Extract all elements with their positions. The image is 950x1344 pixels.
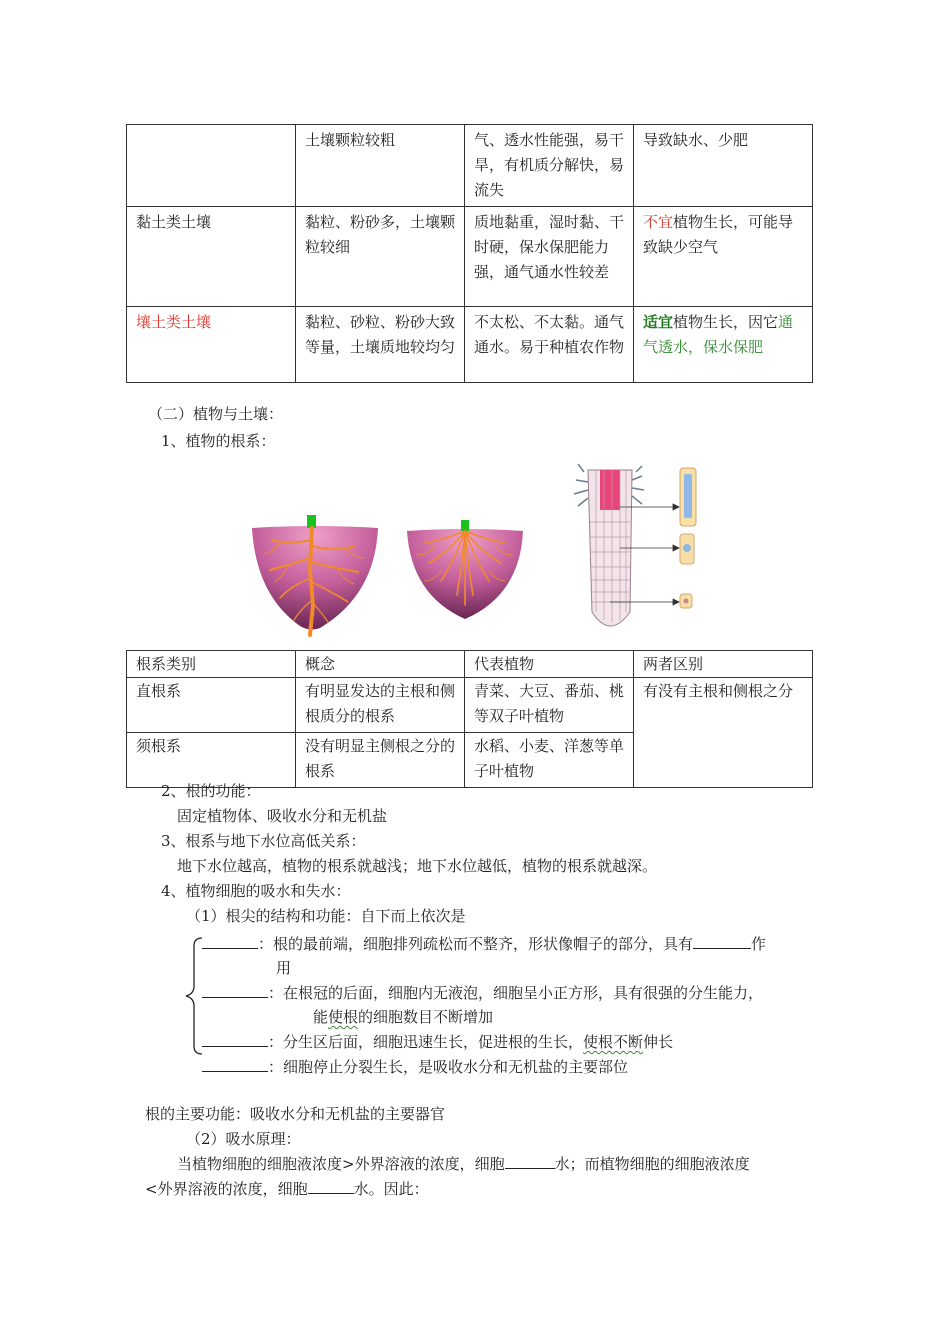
meristem-line: ：在根冠的后面，细胞内无液泡，细胞呈小正方形，具有很强的分生能力， bbox=[202, 982, 763, 1004]
table-cell: 黏粒、砂粒、粉砂大致等量，土壤质地较均匀 bbox=[296, 307, 465, 383]
column-header: 概念 bbox=[296, 651, 465, 678]
table-cell: 黏土类土壤 bbox=[127, 207, 296, 307]
answer-blank[interactable] bbox=[202, 933, 258, 949]
table-row bbox=[127, 307, 813, 383]
table-cell: 青菜、大豆、番茄、桃等双子叶植物 bbox=[465, 678, 634, 733]
section-heading: （二）植物与土壤： bbox=[148, 405, 284, 423]
answer-blank[interactable] bbox=[202, 982, 268, 998]
column-header: 两者区别 bbox=[634, 651, 813, 678]
sub-heading: （2）吸水原理： bbox=[186, 1130, 301, 1148]
table-cell: 直根系 bbox=[127, 678, 296, 733]
maturation-line: ：细胞停止分裂生长，是吸收水分和无机盐的主要部位 bbox=[202, 1056, 628, 1078]
table-cell: 气、透水性能强，易干旱，有机质分解快，易流失 bbox=[465, 125, 634, 207]
root-cap-line-cont: 用 bbox=[276, 959, 292, 977]
cell-text: 植物生长，因它 bbox=[673, 313, 779, 331]
table-cell: 不太松、不太黏。通气通水。易于种植农作物 bbox=[465, 307, 634, 383]
table-cell: 水稻、小麦、洋葱等单子叶植物 bbox=[465, 733, 634, 788]
table-row bbox=[127, 678, 813, 733]
column-header: 根系类别 bbox=[127, 651, 296, 678]
item-title: 1、植物的根系： bbox=[161, 432, 276, 450]
suitable-label: 适宜 bbox=[643, 313, 674, 331]
root-system-table bbox=[126, 650, 813, 788]
cell-text: 植物生长，可能导致缺少空气 bbox=[643, 213, 794, 256]
item-text: 地下水位越高，植物的根系就越浅；地下水位越低，植物的根系就越深。 bbox=[177, 857, 658, 875]
table-cell: 质地黏重，湿时黏、干时硬，保水保肥能力强，通气通水性较差 bbox=[465, 207, 634, 307]
answer-blank[interactable] bbox=[308, 1178, 354, 1194]
root-tip-structure-diagram bbox=[570, 462, 710, 637]
fibrous-root-illustration bbox=[405, 515, 525, 625]
item-title: 3、根系与地下水位高低关系： bbox=[161, 832, 366, 850]
meristem-line-cont: 能使根的细胞数目不断增加 bbox=[313, 1008, 494, 1026]
soil-table bbox=[126, 124, 813, 383]
table-cell bbox=[634, 307, 813, 383]
loam-soil-label: 壤土类土壤 bbox=[136, 313, 212, 331]
curly-brace-icon bbox=[184, 936, 204, 1056]
answer-blank[interactable] bbox=[202, 1056, 268, 1072]
taproot-illustration bbox=[250, 510, 380, 640]
item-title: 2、根的功能： bbox=[161, 782, 261, 800]
main-function-text: 根的主要功能：吸收水分和无机盐的主要器官 bbox=[145, 1105, 446, 1123]
column-header: 代表植物 bbox=[465, 651, 634, 678]
table-cell bbox=[127, 125, 296, 207]
table-row bbox=[127, 207, 813, 307]
answer-blank[interactable] bbox=[505, 1153, 555, 1169]
table-header-row bbox=[127, 651, 813, 678]
table-cell: 没有明显主侧根之分的根系 bbox=[296, 733, 465, 788]
table-cell: 须根系 bbox=[127, 733, 296, 788]
table-cell bbox=[634, 207, 813, 307]
green-text: 通气透水，保水保肥 bbox=[643, 313, 794, 356]
root-cap-line: ：根的最前端，细胞排列疏松而不整齐，形状像帽子的部分，具有 作 bbox=[202, 933, 766, 955]
elongation-line: ：分生区后面，细胞迅速生长，促进根的生长，使根不断伸长 bbox=[202, 1031, 673, 1053]
table-cell: 土壤颗粒较粗 bbox=[296, 125, 465, 207]
table-cell bbox=[127, 307, 296, 383]
item-title: 4、植物细胞的吸水和失水： bbox=[161, 882, 351, 900]
answer-blank[interactable] bbox=[202, 1031, 268, 1047]
principle-line-2: <外界溶液的浓度，细胞 水。因此： bbox=[145, 1180, 429, 1198]
principle-line-1: 当植物细胞的细胞液浓度>外界溶液的浓度，细胞 水；而植物细胞的细胞液浓度 bbox=[177, 1155, 750, 1173]
answer-blank[interactable] bbox=[693, 933, 751, 949]
table-row bbox=[127, 125, 813, 207]
table-cell: 有没有主根和侧根之分 bbox=[634, 678, 813, 788]
table-cell: 黏粒、粉砂多，土壤颗粒较细 bbox=[296, 207, 465, 307]
sub-heading: （1）根尖的结构和功能：自下而上依次是 bbox=[186, 907, 466, 925]
table-cell: 导致缺水、少肥 bbox=[634, 125, 813, 207]
unsuitable-label: 不宜 bbox=[643, 213, 674, 231]
table-cell: 有明显发达的主根和侧根质分的根系 bbox=[296, 678, 465, 733]
item-text: 固定植物体、吸收水分和无机盐 bbox=[177, 807, 388, 825]
